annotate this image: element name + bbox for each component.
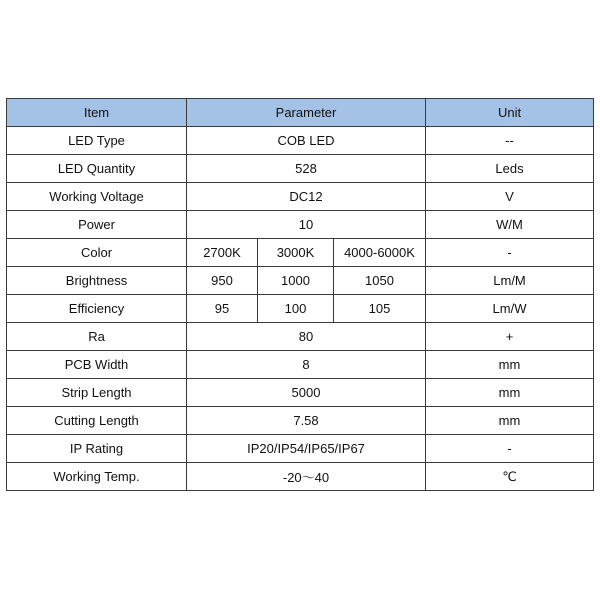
header-parameter: Parameter: [187, 99, 426, 127]
row-unit: mm: [426, 379, 594, 407]
header-row: [7, 99, 594, 127]
row-item: LED Quantity: [7, 155, 187, 183]
row-item: Working Voltage: [7, 183, 187, 211]
table-row: [7, 407, 594, 435]
row-unit: ℃: [426, 463, 594, 491]
row-item: Power: [7, 211, 187, 239]
row-unit: -: [426, 239, 594, 267]
row-value-2: 1000: [258, 267, 334, 295]
row-value: COB LED: [187, 127, 426, 155]
row-value: 80: [187, 323, 426, 351]
row-value-2: 3000K: [258, 239, 334, 267]
table-row: [7, 239, 594, 267]
row-value: 5000: [187, 379, 426, 407]
row-value-3: 4000-6000K: [334, 239, 426, 267]
row-value: 8: [187, 351, 426, 379]
header-unit: Unit: [426, 99, 594, 127]
row-value: 10: [187, 211, 426, 239]
row-item: Ra: [7, 323, 187, 351]
table-row: [7, 155, 594, 183]
table-row: [7, 183, 594, 211]
row-unit: mm: [426, 407, 594, 435]
row-value: 7.58: [187, 407, 426, 435]
row-value-3: 1050: [334, 267, 426, 295]
row-value-3: 105: [334, 295, 426, 323]
row-unit: -: [426, 435, 594, 463]
spec-table: [6, 98, 594, 491]
row-item: Working Temp.: [7, 463, 187, 491]
row-unit: Leds: [426, 155, 594, 183]
table-row: [7, 127, 594, 155]
row-item: IP Rating: [7, 435, 187, 463]
row-unit: +: [426, 323, 594, 351]
row-item: Strip Length: [7, 379, 187, 407]
row-value-2: 100: [258, 295, 334, 323]
row-item: LED Type: [7, 127, 187, 155]
row-unit: W/M: [426, 211, 594, 239]
row-value: 528: [187, 155, 426, 183]
table-row: [7, 323, 594, 351]
row-item: Color: [7, 239, 187, 267]
table-row: [7, 295, 594, 323]
row-item: Brightness: [7, 267, 187, 295]
row-value-1: 95: [187, 295, 258, 323]
table-row: [7, 211, 594, 239]
row-unit: --: [426, 127, 594, 155]
row-item: Efficiency: [7, 295, 187, 323]
table-row: [7, 267, 594, 295]
row-value-1: 950: [187, 267, 258, 295]
table-row: [7, 351, 594, 379]
row-unit: Lm/M: [426, 267, 594, 295]
row-value: DC12: [187, 183, 426, 211]
table-row: [7, 463, 594, 491]
table-row: [7, 379, 594, 407]
row-value: IP20/IP54/IP65/IP67: [187, 435, 426, 463]
header-item: Item: [7, 99, 187, 127]
table-row: [7, 435, 594, 463]
row-value-1: 2700K: [187, 239, 258, 267]
row-item: Cutting Length: [7, 407, 187, 435]
row-unit: Lm/W: [426, 295, 594, 323]
row-unit: mm: [426, 351, 594, 379]
row-item: PCB Width: [7, 351, 187, 379]
row-value: -20～40: [187, 463, 426, 491]
row-unit: V: [426, 183, 594, 211]
